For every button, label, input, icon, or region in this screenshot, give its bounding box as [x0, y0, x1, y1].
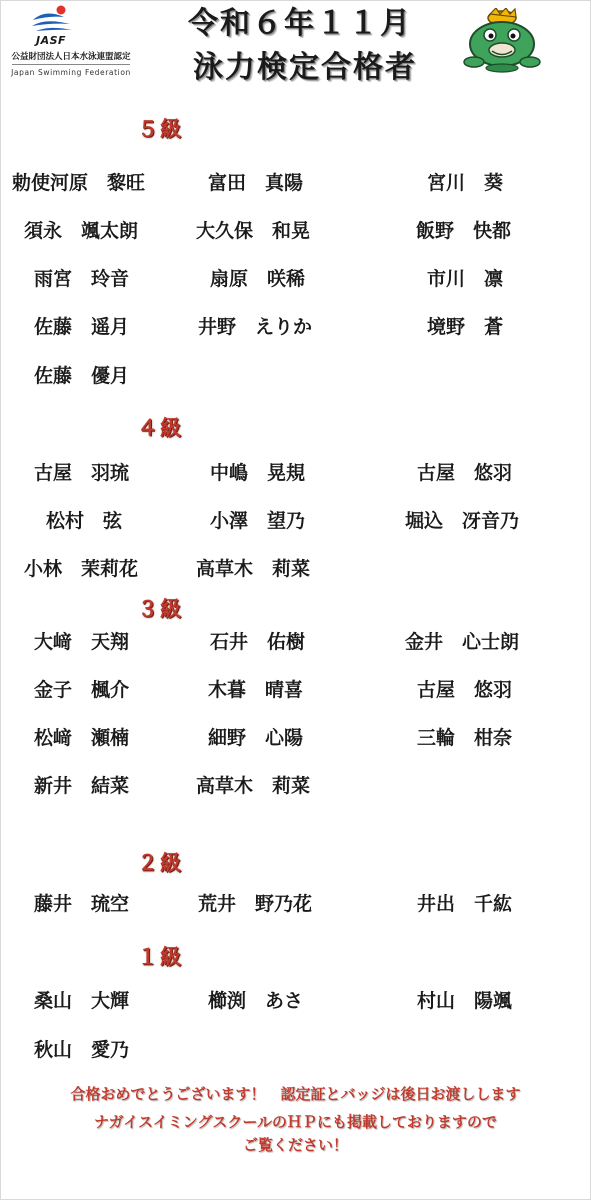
grade-5-heading: ５級 — [137, 116, 183, 141]
grade-4-name: 中嶋 晃規 — [210, 462, 306, 484]
grade-3-name: 三輪 柑奈 — [417, 727, 513, 749]
grade-5-name: 雨宮 玲音 — [34, 268, 130, 290]
grade-5-name: 宮川 葵 — [427, 172, 504, 194]
grade-2-name: 荒井 野乃花 — [198, 893, 313, 915]
grade-3-name: 金子 楓介 — [34, 679, 130, 701]
logo-abbreviation: JASF — [36, 34, 67, 47]
grade-1-name: 櫛渕 あさ — [208, 990, 304, 1012]
grade-2-name: 井出 千紘 — [417, 893, 513, 915]
logo-divider — [12, 64, 130, 65]
grade-3-name: 高草木 莉菜 — [196, 775, 311, 797]
page-title — [140, 2, 460, 90]
grade-3-name: 細野 心陽 — [208, 727, 304, 749]
title-line-1: 令和６年１１月 — [188, 6, 412, 41]
grade-4-name: 堀込 冴音乃 — [405, 510, 520, 532]
grade-1-name: 村山 陽颯 — [417, 990, 513, 1012]
grade-5-name: 佐藤 遥月 — [34, 316, 130, 338]
grade-3-heading: ３級 — [137, 596, 183, 621]
frog-mascot-icon — [460, 8, 544, 74]
grade-4-heading: ４級 — [137, 415, 183, 440]
grade-1-heading: １級 — [137, 944, 183, 969]
grade-3-name: 木暮 晴喜 — [208, 679, 304, 701]
logo-organization: 公益財団法人日本水泳連盟認定 — [11, 52, 131, 62]
grade-2-name: 藤井 琉空 — [34, 893, 130, 915]
grade-4-name: 高草木 莉菜 — [196, 558, 311, 580]
grade-3-name: 新井 結菜 — [34, 775, 130, 797]
grade-5-name: 井野 えりか — [198, 316, 313, 338]
grade-4-name: 松村 弦 — [46, 510, 123, 532]
grade-3-name: 石井 佑樹 — [210, 631, 306, 653]
grade-5-name: 佐藤 優月 — [34, 365, 130, 387]
grade-1-name: 桑山 大輝 — [34, 990, 130, 1012]
grade-4-name: 小林 茉莉花 — [24, 558, 139, 580]
footer-congrats-text: 合格おめでとうございます！ 認定証とバッジは後日お渡しします — [70, 1085, 521, 1103]
grade-4-name: 古屋 羽琉 — [34, 462, 130, 484]
jasf-logo — [6, 4, 136, 88]
grade-5-name: 飯野 快都 — [416, 220, 512, 242]
grade-5-name: 市川 凛 — [427, 268, 504, 290]
grade-2-heading: ２級 — [137, 850, 183, 875]
grade-4-name: 小澤 望乃 — [210, 510, 306, 532]
grade-5-name: 勅使河原 黎旺 — [12, 172, 146, 194]
grade-5-name: 大久保 和晃 — [196, 220, 311, 242]
grade-3-name: 古屋 悠羽 — [417, 679, 513, 701]
grade-4-name: 古屋 悠羽 — [417, 462, 513, 484]
footer-hp-text: ナガイスイミングスクールのＨＰにも掲載しておりますので — [93, 1113, 498, 1131]
grade-5-name: 須永 颯太朗 — [24, 220, 139, 242]
jasf-swimmer-icon — [30, 4, 76, 34]
grade-5-name: 境野 蒼 — [427, 316, 504, 338]
grade-3-name: 大﨑 天翔 — [34, 631, 130, 653]
footer-please-view-text: ご覧ください！ — [242, 1136, 348, 1154]
grade-3-name: 金井 心士朗 — [405, 631, 520, 653]
logo-english-name: Japan Swimming Federation — [11, 68, 131, 77]
title-line-2: 泳力検定合格者 — [193, 50, 417, 85]
grade-1-name: 秋山 愛乃 — [34, 1039, 130, 1061]
grade-5-name: 扇原 咲稀 — [210, 268, 306, 290]
grade-5-name: 富田 真陽 — [208, 172, 304, 194]
grade-3-name: 松﨑 瀬楠 — [34, 727, 130, 749]
